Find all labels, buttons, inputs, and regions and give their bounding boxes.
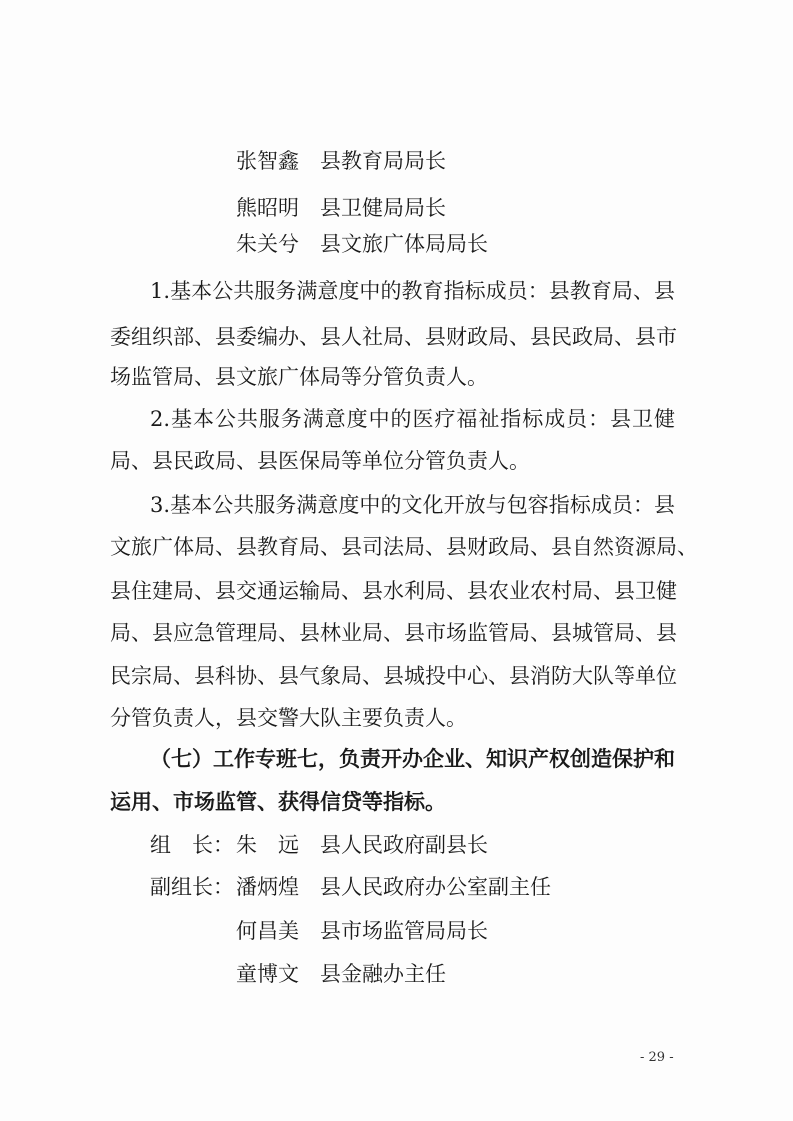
member-title: 县文旅广体局局长 <box>320 232 488 256</box>
leader-title: 县人民政府副县长 <box>320 833 488 857</box>
deputy-name: 何昌美 <box>236 919 299 943</box>
role-label: 组 长： <box>150 833 234 857</box>
role-label: 副组长： <box>150 875 234 899</box>
leader-name: 朱 远 <box>236 833 299 857</box>
member-name: 熊昭明 <box>236 196 299 220</box>
document-page: 张智鑫 县教育局局长 熊昭明 县卫健局局长 朱关兮 县文旅广体局局长 1.基本公共服务满意度中的教育指标成员：县教育局、县 委组织部、县委编办、县人社局、县财政局、县民政局、县市 场监管局、县文旅广体局等分管负责人。 2.基本公共服务满意度中的医疗福祉指标成员：县卫健 局、县民政局、县医保局等单位分管负责人。 3.基本公共服务满意度中的文化开放与包容指标成员：县 文旅广体局、县教育局、县司法局、县财政局、县自然资源局、 县住建局、县交通运输局、县水利局、县农业农村局、县卫健 局、县应急管理局、县林业局、县市场监管局、县城管局、县 民宗局、县科协、县气象局、县城投中心、县消防大队等单位 分管负责人，县交警大队主要负责人。 （七）工作专班七，负责开办企业、知识产权创造保护和 运用、市场监管、获得信贷等指标。 组 长： 朱 远 县人民政府副县长 副组长： 潘炳煌 县人民政府办公室副主任 何昌美 县市场监管局局长 童博文 县金融办主任 - 29 - <box>0 0 793 1121</box>
deputy-name: 童博文 <box>236 962 299 986</box>
member-title: 县教育局局长 <box>320 149 446 173</box>
deputy-title: 县人民政府办公室副主任 <box>320 875 551 899</box>
deputy-title: 县金融办主任 <box>320 962 446 986</box>
deputy-title: 县市场监管局局长 <box>320 919 488 943</box>
member-title: 县卫健局局长 <box>320 196 446 220</box>
member-name: 张智鑫 <box>236 149 299 173</box>
page-number: - 29 - <box>640 1050 674 1065</box>
deputy-name: 潘炳煌 <box>236 875 299 899</box>
member-name: 朱关兮 <box>236 232 299 256</box>
